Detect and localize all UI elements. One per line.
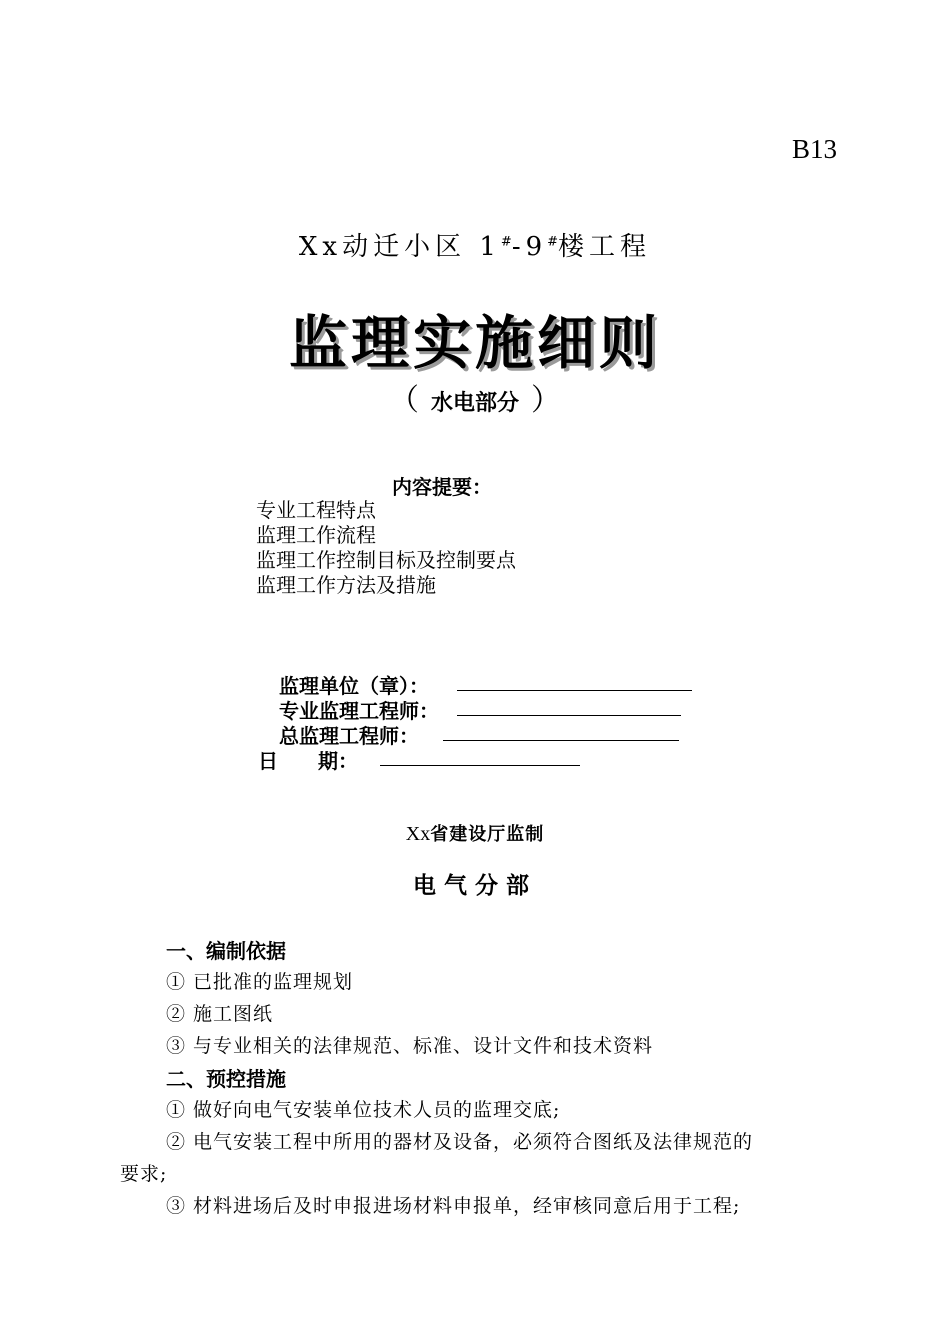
contents-item: 监理工作控制目标及控制要点 (256, 548, 516, 572)
project-title-sup-2: # (547, 234, 559, 250)
supervision-unit-label: 监理单位（章）： (279, 674, 429, 698)
list-item: ③ 材料进场后及时申报进场材料申报单，经审核同意后用于工程; (166, 1195, 741, 1217)
project-title (0, 226, 950, 263)
issuer-province: Xx (405, 823, 431, 845)
list-item: ② 电气安装工程中所用的器材及设备，必须符合图纸及法律规范的 (166, 1131, 754, 1153)
document-code: B13 (791, 134, 837, 164)
subtitle-text: 水电部分 (430, 391, 519, 416)
list-item: ① 做好向电气安装单位技术人员的监理交底; (166, 1099, 561, 1121)
list-item: ① 已批准的监理规划 (166, 971, 354, 993)
section-title: 电气分部 (413, 873, 537, 899)
list-item: ③ 与专业相关的法律规范、标准、设计文件和技术资料 (166, 1035, 654, 1057)
chief-engineer-line (443, 740, 679, 741)
date-label: 日 期： (258, 749, 358, 773)
specialist-engineer-label: 专业监理工程师： (279, 699, 439, 723)
section-heading: 一、编制依据 (166, 939, 286, 963)
chief-engineer-label: 总监理工程师： (279, 724, 419, 748)
supervision-unit-line (457, 690, 692, 691)
project-title-middle: -9 (511, 232, 548, 262)
issuer-text: 省建设厅监制 (430, 824, 545, 845)
subtitle-close-paren: ） (531, 383, 561, 418)
list-item-continuation: 要求; (120, 1163, 168, 1185)
contents-heading: 内容提要： (392, 475, 492, 499)
project-title-prefix: Xx动迁小区 1 (298, 232, 501, 262)
issuer (0, 820, 950, 846)
subtitle-open-paren: （ (388, 383, 419, 418)
section-heading: 二、预控措施 (166, 1067, 286, 1091)
main-title: 监理实施细则 (288, 309, 661, 377)
list-item: ② 施工图纸 (166, 1003, 274, 1025)
subtitle (0, 375, 950, 419)
contents-item: 专业工程特点 (256, 498, 376, 522)
specialist-engineer-line (457, 715, 681, 716)
date-line (380, 765, 580, 766)
contents-item: 监理工作流程 (256, 523, 376, 547)
project-title-sup-1: # (500, 234, 512, 250)
contents-item: 监理工作方法及措施 (256, 573, 436, 597)
project-title-suffix: 楼工程 (558, 232, 652, 262)
